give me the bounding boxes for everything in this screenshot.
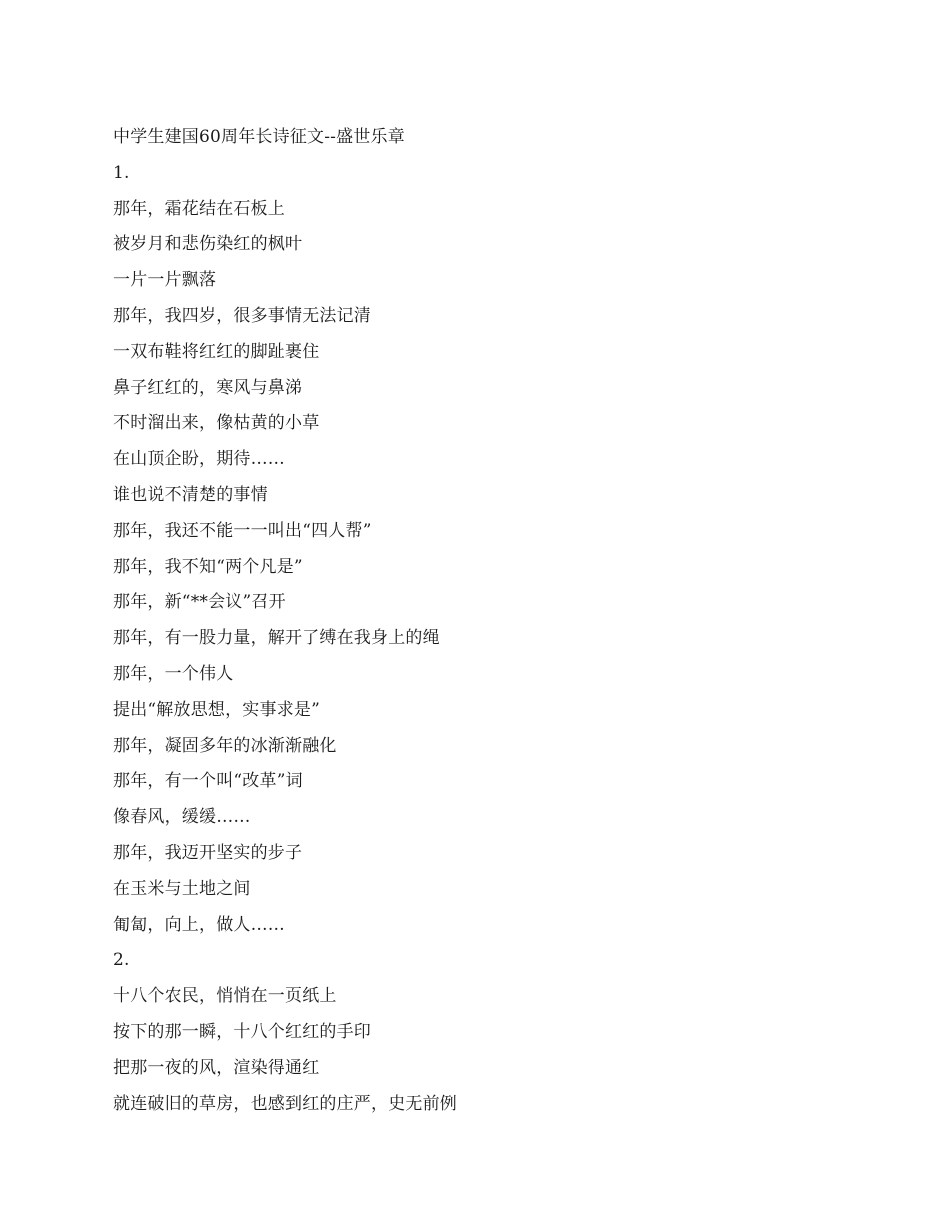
poem-line: 按下的那一瞬，十八个红红的手印 — [113, 1021, 371, 1042]
poem-line: 那年，一个伟人 — [113, 663, 234, 684]
poem-line: 就连破旧的草房，也感到红的庄严，史无前例 — [113, 1093, 457, 1114]
section-number: 1. — [113, 162, 130, 183]
poem-line: 匍匐，向上，做人…… — [113, 914, 285, 935]
poem-line: 一双布鞋将红红的脚趾裹住 — [113, 341, 320, 362]
poem-line: 那年，有一个叫“改革”词 — [113, 771, 303, 792]
poem-line: 谁也说不清楚的事情 — [113, 484, 268, 505]
section-number: 2. — [113, 950, 130, 971]
poem-line: 被岁月和悲伤染红的枫叶 — [113, 234, 303, 255]
poem-line: 像春风，缓缓…… — [113, 807, 251, 828]
document-title: 中学生建国60周年长诗征文--盛世乐章 — [113, 127, 405, 147]
poem-line: 那年，凝固多年的冰渐渐融化 — [113, 735, 337, 756]
poem-line: 那年，我不知“两个凡是” — [113, 556, 303, 577]
poem-line: 那年，我还不能一一叫出“四人帮” — [113, 520, 372, 541]
poem-line: 提出“解放思想，实事求是” — [113, 699, 320, 720]
poem-line: 在玉米与土地之间 — [113, 878, 251, 899]
poem-line: 在山顶企盼，期待…… — [113, 449, 285, 470]
poem-line: 一片一片飘落 — [113, 270, 217, 291]
document-body — [113, 120, 873, 1122]
poem-line: 不时溜出来，像枯黄的小草 — [113, 413, 320, 434]
poem-line: 十八个农民，悄悄在一页纸上 — [113, 986, 337, 1007]
poem-line: 把那一夜的风，渲染得通红 — [113, 1057, 320, 1078]
poem-line: 那年，新“**会议”召开 — [113, 592, 286, 613]
poem-line: 那年，我迈开坚实的步子 — [113, 842, 303, 863]
poem-line: 那年，霜花结在石板上 — [113, 198, 285, 219]
poem-line: 那年，我四岁，很多事情无法记清 — [113, 305, 371, 326]
poem-line: 那年，有一股力量，解开了缚在我身上的绳 — [113, 628, 440, 649]
poem-line: 鼻子红红的，寒风与鼻涕 — [113, 377, 303, 398]
